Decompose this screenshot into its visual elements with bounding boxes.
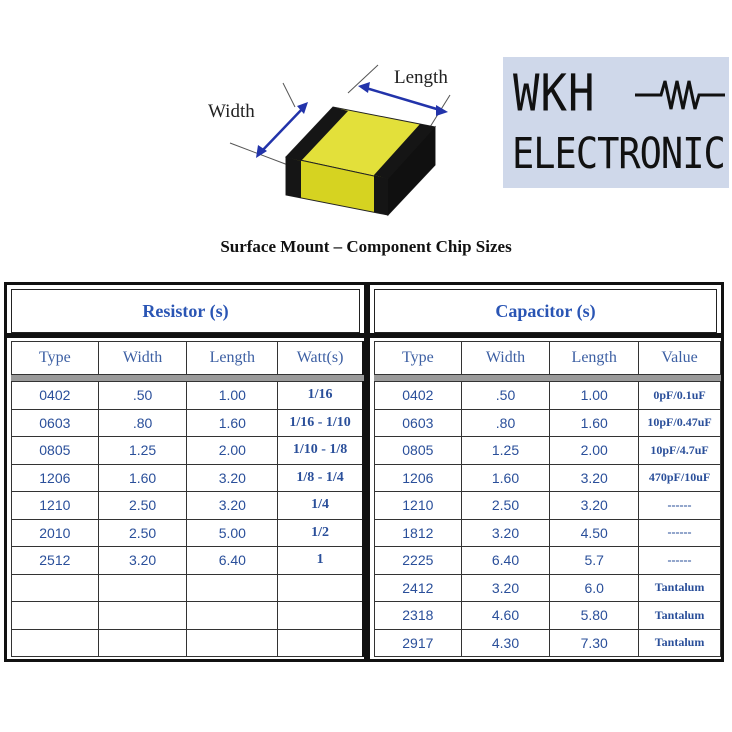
table-cell xyxy=(187,602,278,630)
table-cell: 2917 xyxy=(375,629,462,657)
table-row xyxy=(375,464,721,492)
table-cell: 2318 xyxy=(375,602,462,630)
table-cell xyxy=(12,574,99,602)
table-cell xyxy=(187,629,278,657)
table-row xyxy=(375,629,721,657)
table-cell: .80 xyxy=(461,409,550,437)
table-cell: 5.00 xyxy=(187,519,278,547)
table-cell: 2.50 xyxy=(98,519,187,547)
capacitor-table xyxy=(374,341,721,657)
table-cell: 3.20 xyxy=(461,574,550,602)
table-cell: 3.20 xyxy=(550,492,639,520)
column-header: Width xyxy=(461,342,550,375)
table-cell: 1.00 xyxy=(187,382,278,410)
column-header: Length xyxy=(550,342,639,375)
table-cell: 1 xyxy=(278,547,363,575)
column-header: Value xyxy=(639,342,721,375)
table-cell: 3.20 xyxy=(550,464,639,492)
table-cell: 470pF/10uF xyxy=(639,464,721,492)
table-cell: 1206 xyxy=(12,464,99,492)
table-cell: ------ xyxy=(639,492,721,520)
table-cell: .80 xyxy=(98,409,187,437)
table-cell: 0603 xyxy=(375,409,462,437)
table-cell: 4.30 xyxy=(461,629,550,657)
table-cell: 2.00 xyxy=(550,437,639,465)
table-cell: 4.50 xyxy=(550,519,639,547)
length-arrow xyxy=(366,88,440,110)
table-cell: .50 xyxy=(98,382,187,410)
divider xyxy=(370,333,721,338)
table-cell xyxy=(278,629,363,657)
table-cell: 1.60 xyxy=(187,409,278,437)
length-label: Length xyxy=(394,67,448,88)
table-cell: ------ xyxy=(639,519,721,547)
table-cell: 10pF/4.7uF xyxy=(639,437,721,465)
table-row xyxy=(12,437,364,465)
resistor-symbol-icon xyxy=(635,75,725,115)
table-cell xyxy=(278,602,363,630)
table-row xyxy=(12,519,364,547)
table-cell: 2412 xyxy=(375,574,462,602)
table-cell: Tantalum xyxy=(639,629,721,657)
table-row xyxy=(12,574,364,602)
table-cell: 3.20 xyxy=(187,464,278,492)
table-cell: 1/16 - 1/10 xyxy=(278,409,363,437)
table-cell: 3.20 xyxy=(461,519,550,547)
table-cell: 10pF/0.47uF xyxy=(639,409,721,437)
table-cell: 0402 xyxy=(12,382,99,410)
table-cell: 0805 xyxy=(12,437,99,465)
table-cell: .50 xyxy=(461,382,550,410)
table-row xyxy=(375,409,721,437)
table-cell: 2.50 xyxy=(461,492,550,520)
logo-line1: WKH xyxy=(513,64,596,124)
column-header: Width xyxy=(98,342,187,375)
table-cell: 1.25 xyxy=(98,437,187,465)
capacitor-panel xyxy=(367,282,724,662)
table-cell: 1.60 xyxy=(98,464,187,492)
table-cell: 3.20 xyxy=(98,547,187,575)
company-logo xyxy=(503,57,729,188)
column-header: Type xyxy=(375,342,462,375)
table-header-row xyxy=(12,342,364,375)
table-cell: 2225 xyxy=(375,547,462,575)
table-cell: 5.80 xyxy=(550,602,639,630)
table-cell: 2010 xyxy=(12,519,99,547)
table-cell: 1/10 - 1/8 xyxy=(278,437,363,465)
table-row xyxy=(12,547,364,575)
table-cell: 3.20 xyxy=(187,492,278,520)
column-header: Length xyxy=(187,342,278,375)
table-header-row xyxy=(375,342,721,375)
divider xyxy=(7,333,364,338)
table-cell: 1/16 xyxy=(278,382,363,410)
table-cell: 1.60 xyxy=(550,409,639,437)
table-cell: 0805 xyxy=(375,437,462,465)
table-row xyxy=(12,629,364,657)
table-row xyxy=(375,437,721,465)
table-row xyxy=(12,492,364,520)
table-cell: 5.7 xyxy=(550,547,639,575)
resistor-panel xyxy=(4,282,367,662)
table-cell: 1.00 xyxy=(550,382,639,410)
logo-line2: ELECTRONIC xyxy=(512,128,725,179)
resistor-table xyxy=(11,341,364,657)
table-cell: 0pF/0.1uF xyxy=(639,382,721,410)
table-cell: 7.30 xyxy=(550,629,639,657)
table-cell: 2.00 xyxy=(187,437,278,465)
table-cell: 1/4 xyxy=(278,492,363,520)
table-row xyxy=(12,382,364,410)
chip-illustration xyxy=(200,55,490,230)
table-cell xyxy=(187,574,278,602)
table-cell: Tantalum xyxy=(639,602,721,630)
table-row xyxy=(375,574,721,602)
table-cell: 1206 xyxy=(375,464,462,492)
table-cell: 1/8 - 1/4 xyxy=(278,464,363,492)
table-cell: 6.40 xyxy=(461,547,550,575)
column-header: Watt(s) xyxy=(278,342,363,375)
table-cell xyxy=(98,602,187,630)
table-cell xyxy=(278,574,363,602)
header-separator xyxy=(12,375,364,382)
table-cell xyxy=(12,629,99,657)
table-row xyxy=(12,464,364,492)
table-cell: 2512 xyxy=(12,547,99,575)
table-cell: 0603 xyxy=(12,409,99,437)
page-title: Surface Mount – Component Chip Sizes xyxy=(220,237,512,256)
table-cell: 6.0 xyxy=(550,574,639,602)
table-row xyxy=(375,492,721,520)
table-row xyxy=(375,519,721,547)
table-cell: 0402 xyxy=(375,382,462,410)
table-cell xyxy=(98,629,187,657)
table-row xyxy=(375,382,721,410)
column-header: Type xyxy=(12,342,99,375)
table-cell: 1210 xyxy=(375,492,462,520)
capacitor-title: Capacitor (s) xyxy=(374,289,717,333)
table-row xyxy=(12,602,364,630)
width-label: Width xyxy=(208,101,255,122)
resistor-title: Resistor (s) xyxy=(11,289,360,333)
table-cell: 1210 xyxy=(12,492,99,520)
table-cell: Tantalum xyxy=(639,574,721,602)
table-cell: 1812 xyxy=(375,519,462,547)
table-cell xyxy=(98,574,187,602)
table-cell: 2.50 xyxy=(98,492,187,520)
width-guide-line xyxy=(283,83,295,107)
table-cell: 6.40 xyxy=(187,547,278,575)
header-separator xyxy=(375,375,721,382)
table-cell: 1.25 xyxy=(461,437,550,465)
table-cell: 4.60 xyxy=(461,602,550,630)
table-cell xyxy=(12,602,99,630)
table-cell: 1.60 xyxy=(461,464,550,492)
table-row xyxy=(375,547,721,575)
table-row xyxy=(12,409,364,437)
table-cell: ------ xyxy=(639,547,721,575)
table-row xyxy=(375,602,721,630)
table-cell: 1/2 xyxy=(278,519,363,547)
